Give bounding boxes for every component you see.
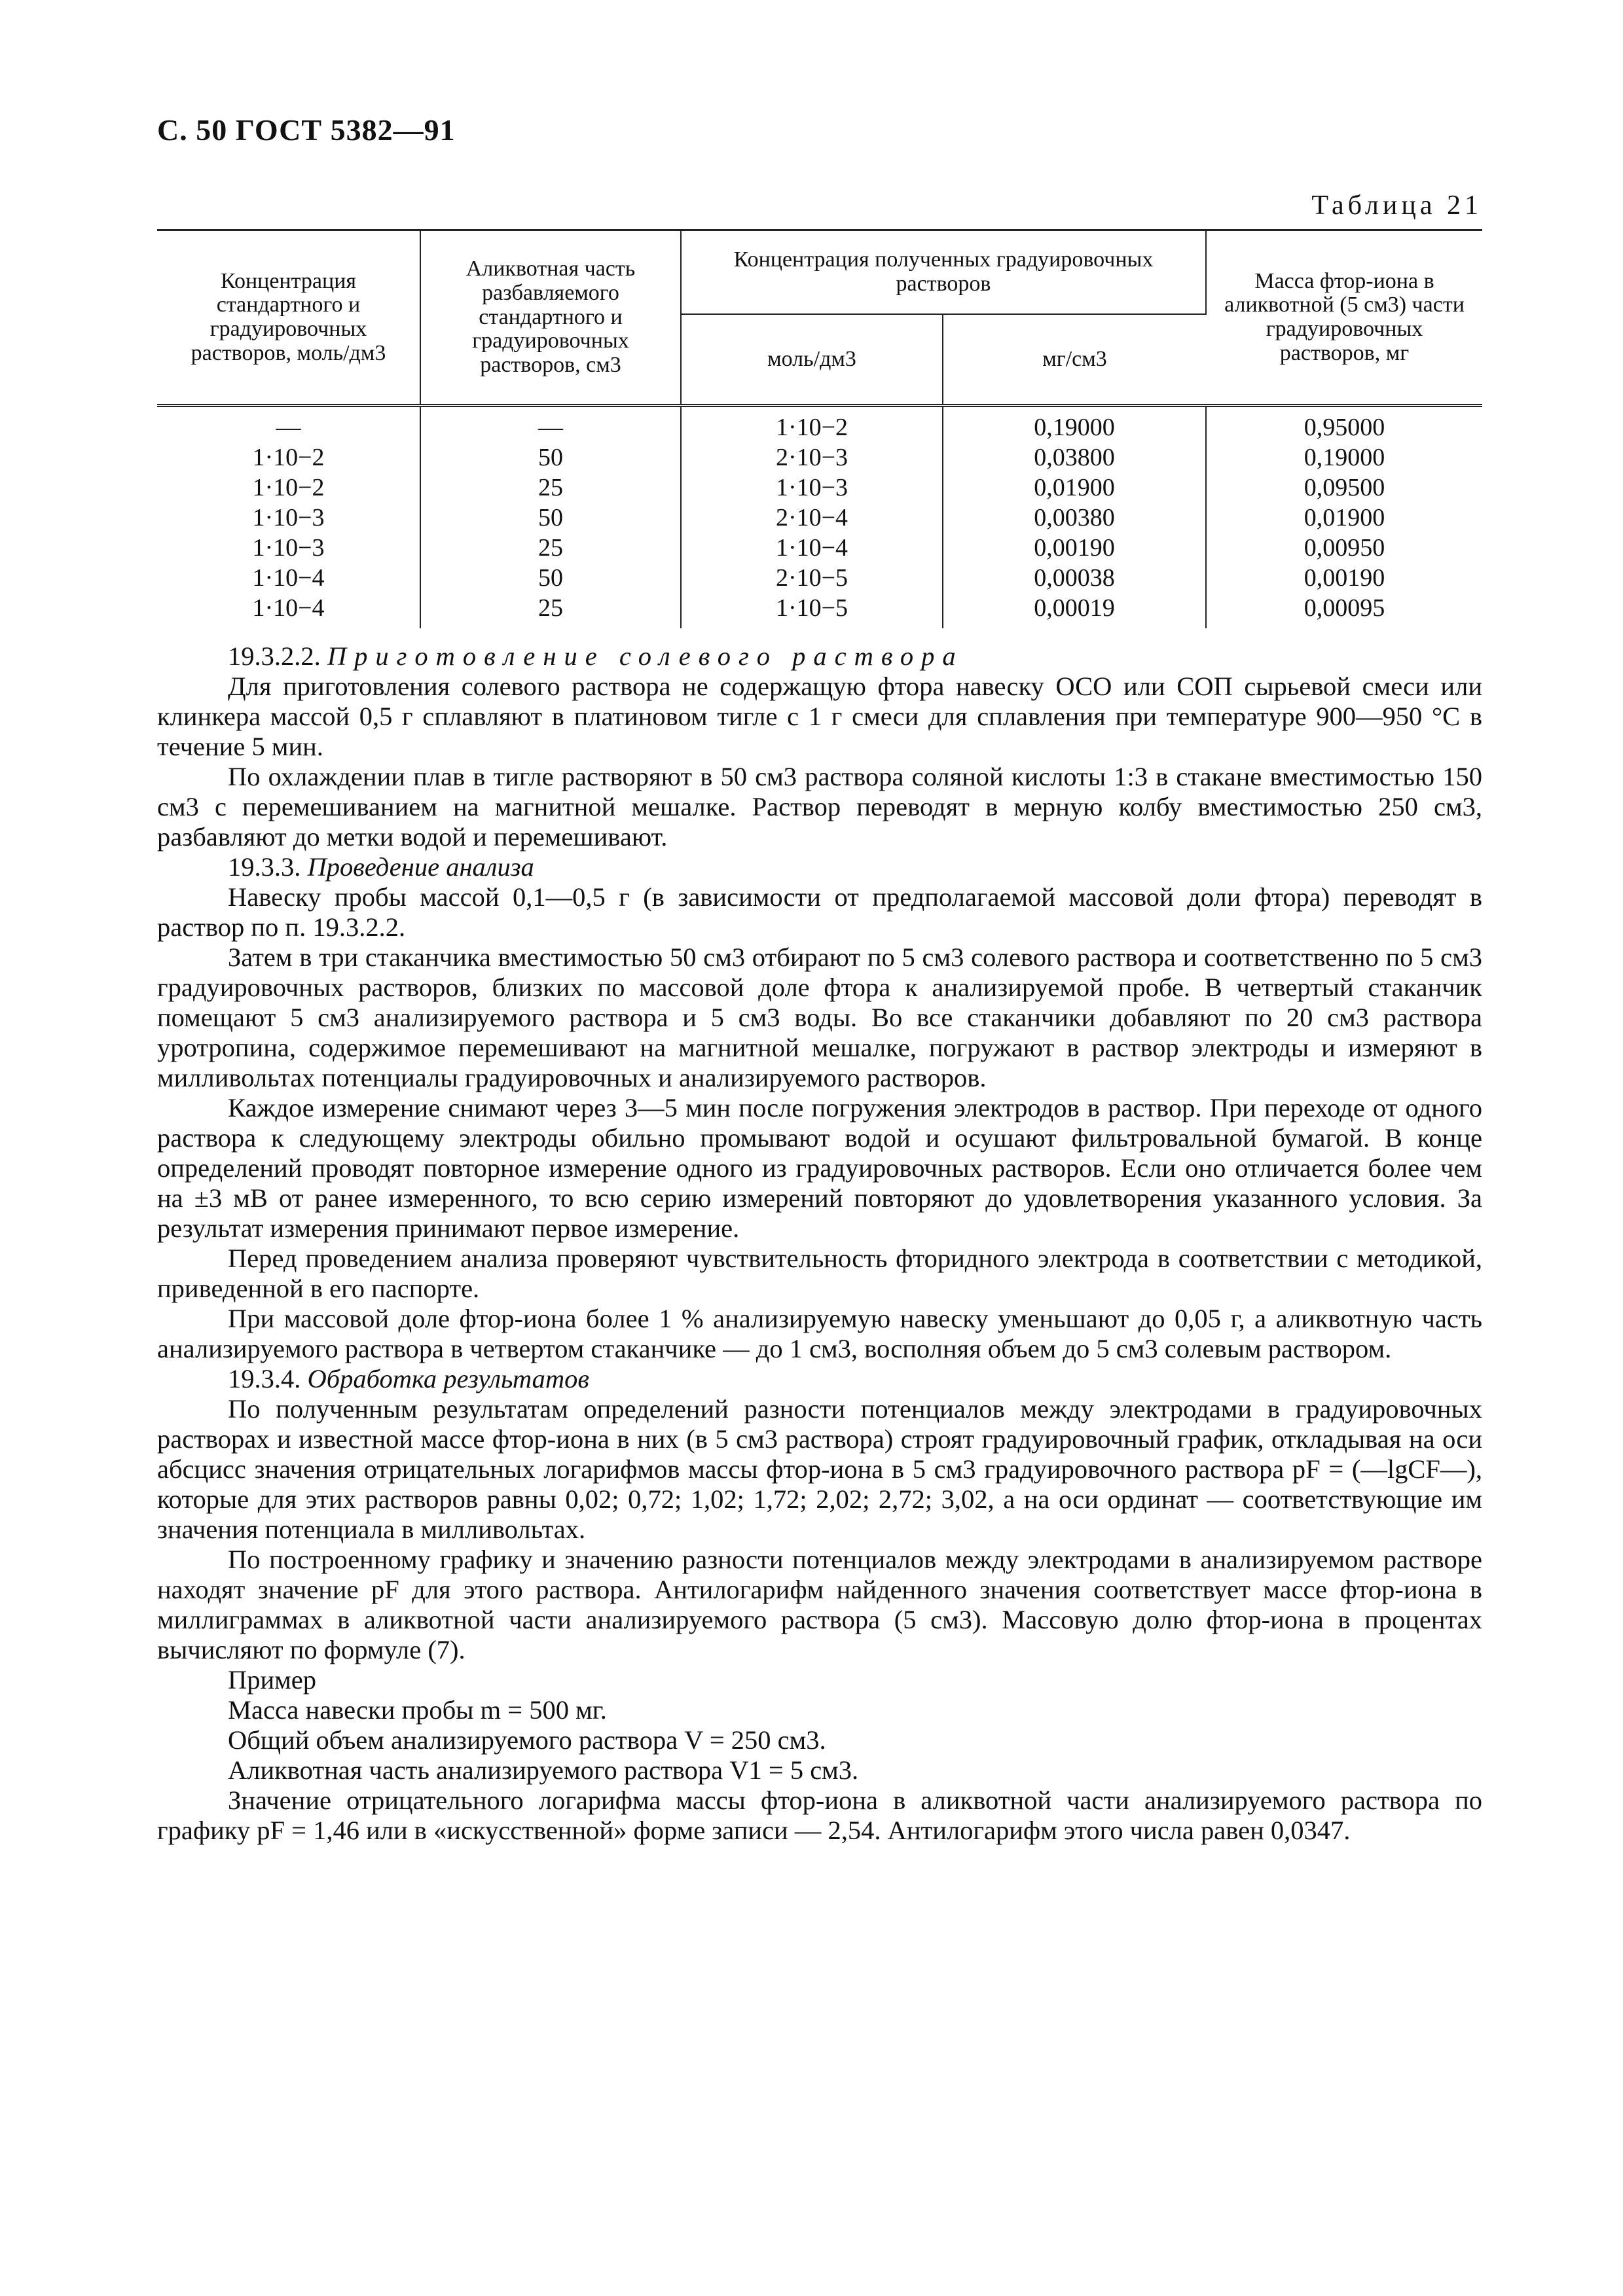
paragraph: При массовой доле фтор-иона более 1 % анализируемую навеску уменьшают до 0,05 г, а аликвотную часть анализируемого раствора в четвертом стаканчике — до 1 см3, восполняя объем до 5 см3 солевым раствором. — [157, 1304, 1482, 1363]
cell: 1·10−3 — [157, 503, 420, 533]
cell: 50 — [420, 563, 681, 593]
cell: 50 — [420, 442, 681, 473]
paragraph: Аликвотная часть анализируемого раствора V1 = 5 см3. — [228, 1755, 859, 1785]
cell: 0,00190 — [943, 533, 1206, 563]
cell: 0,09500 — [1304, 474, 1385, 501]
paragraph: Для приготовления солевого раствора не содержащую фтора навеску ОСО или СОП сырьевой смеси или клинкера массой 0,5 г сплавляют в платиновом тигле с 1 г смеси для сплавления при температуре 900—950 °С в течение 5 мин. — [157, 672, 1482, 761]
cell: 0,00380 — [943, 503, 1206, 533]
page-header: С. 50 ГОСТ 5382—91 — [157, 113, 456, 147]
col-header-obtained-concentration: Концентрация полученных градуировочных растворов — [681, 230, 1206, 315]
cell: 0,00038 — [943, 563, 1206, 593]
cell: 1·10−5 — [681, 593, 943, 628]
cell: 0,03800 — [943, 442, 1206, 473]
table-row — [157, 406, 1482, 443]
cell: 1·10−3 — [681, 473, 943, 503]
section-title: Обработка результатов — [307, 1364, 589, 1393]
section-heading-salt-solution — [157, 641, 1482, 672]
section-number: 19.3.2.2. — [228, 641, 321, 671]
cell: — — [157, 406, 420, 443]
paragraph: Масса навески пробы m = 500 мг. — [228, 1695, 607, 1725]
cell: 0,19000 — [943, 406, 1206, 443]
document-body — [157, 641, 1482, 1846]
paragraph: Значение отрицательного логарифма массы фтор-иона в аликвотной части анализируемого раствора по графику pF = 1,46 или в «искусственной» форме записи — 2,54. Антилогарифм этого числа равен 0,0347. — [157, 1785, 1482, 1845]
cell: 2·10−5 — [681, 563, 943, 593]
cell: 50 — [420, 503, 681, 533]
cell: 0,01900 — [1304, 504, 1385, 531]
table-row — [157, 473, 1482, 503]
paragraph: Пример — [228, 1665, 317, 1695]
col-header-mol: моль/дм3 — [681, 314, 943, 406]
cell: 1·10−3 — [157, 533, 420, 563]
section-number: 19.3.3. — [228, 852, 301, 882]
paragraph: Затем в три стаканчика вместимостью 50 см3 отбирают по 5 см3 солевого раствора и соответственно по 5 см3 градуировочных растворов, близких по массовой доле фтора к анализируемой пробе. В четвертый стаканчик помещают 5 см3 анализируемого раствора и 5 см3 воды. Во все стаканчики добавляют по 20 см3 раствора уротропина, содержимое перемешивают на магнитной мешалке, погружают в раствор электроды и измеряют в милливольтах потенциалы градуировочных и анализируемого растворов. — [157, 942, 1482, 1092]
paragraph: По построенному графику и значению разности потенциалов между электродами в анализируемом растворе находят значение pF для этого раствора. Антилогарифм найденного значения соответствует массе фтор-иона в миллиграммах в аликвотной части анализируемого раствора (5 см3). Массовую долю фтор-иона в процентах вычисляют по формуле (7). — [157, 1545, 1482, 1664]
cell: 0,00095 — [1304, 594, 1385, 622]
col-header-aliquot: Аликвотная часть разбавляемого стандартного и градуировочных растворов, см3 — [420, 230, 681, 406]
section-heading-analysis — [157, 852, 1482, 882]
table-row — [157, 563, 1482, 593]
col-header-fluoride-mass: Масса фтор-иона в аликвотной (5 см3) части градуировочных растворов, мг — [1206, 230, 1482, 406]
cell: 0,00190 — [1304, 564, 1385, 592]
table-row — [157, 593, 1482, 628]
section-number: 19.3.4. — [228, 1364, 301, 1393]
section-title: Приготовление солевого раствора — [327, 641, 964, 671]
section-heading-results — [157, 1364, 1482, 1394]
cell: 2·10−3 — [681, 442, 943, 473]
paragraph: По полученным результатам определений разности потенциалов между электродами в градуировочных растворах и известной массе фтор-иона в них (в 5 см3 раствора) строят градуировочный график, откладывая на оси абсцисс значения отрицательных логарифмов массы фтор-иона в 5 см3 градуировочного раствора pF = (—lgCF—), которые для этих растворов равны 0,02; 0,72; 1,02; 1,72; 2,02; 2,72; 3,02, а на оси ординат — соответствующие им значения потенциала в милливольтах. — [157, 1394, 1482, 1544]
cell: 0,19000 — [1304, 444, 1385, 471]
cell: 25 — [420, 473, 681, 503]
cell: — — [420, 406, 681, 443]
paragraph: Общий объем анализируемого раствора V = 250 см3. — [228, 1725, 826, 1755]
table-row — [157, 503, 1482, 533]
section-title: Проведение анализа — [307, 852, 534, 882]
cell: 1·10−4 — [157, 593, 420, 628]
cell: 25 — [420, 593, 681, 628]
cell: 25 — [420, 533, 681, 563]
paragraph: По охлаждении плав в тигле растворяют в 50 см3 раствора соляной кислоты 1:3 в стакане вместимостью 150 см3 с перемешиванием на магнитной мешалке. Раствор переводят в мерную колбу вместимостью 250 см3, разбавляют до метки водой и перемешивают. — [157, 762, 1482, 852]
table-caption: Таблица 21 — [1311, 190, 1482, 221]
data-table — [157, 229, 1482, 628]
cell: 1·10−2 — [681, 406, 943, 443]
paragraph: Перед проведением анализа проверяют чувствительность фторидного электрода в соответствии с методикой, приведенной в его паспорте. — [157, 1244, 1482, 1303]
cell: 1·10−2 — [157, 473, 420, 503]
cell: 1·10−2 — [157, 442, 420, 473]
col-header-concentration: Концентрация стандартного и градуировочных растворов, моль/дм3 — [157, 230, 420, 406]
cell: 0,00950 — [1304, 534, 1385, 562]
cell: 0,01900 — [943, 473, 1206, 503]
paragraph: Каждое измерение снимают через 3—5 мин после погружения электродов в раствор. При переходе от одного раствора к следующему электроды обильно промывают водой и осушают фильтровальной бумагой. В конце определений проводят повторное измерение одного из градуировочных растворов. Если оно отличается более чем на ±3 мВ от ранее измеренного, то всю серию измерений повторяют до удовлетворения указанного условия. За результат измерения принимают первое измерение. — [157, 1093, 1482, 1243]
cell: 0,95000 — [1304, 414, 1385, 441]
cell: 1·10−4 — [157, 563, 420, 593]
cell: 0,00019 — [943, 593, 1206, 628]
cell: 2·10−4 — [681, 503, 943, 533]
table-row — [157, 533, 1482, 563]
col-header-mg: мг/см3 — [943, 314, 1206, 406]
table-row — [157, 442, 1482, 473]
paragraph: Навеску пробы массой 0,1—0,5 г (в зависимости от предполагаемой массовой доли фтора) переводят в раствор по п. 19.3.2.2. — [157, 882, 1482, 942]
cell: 1·10−4 — [681, 533, 943, 563]
